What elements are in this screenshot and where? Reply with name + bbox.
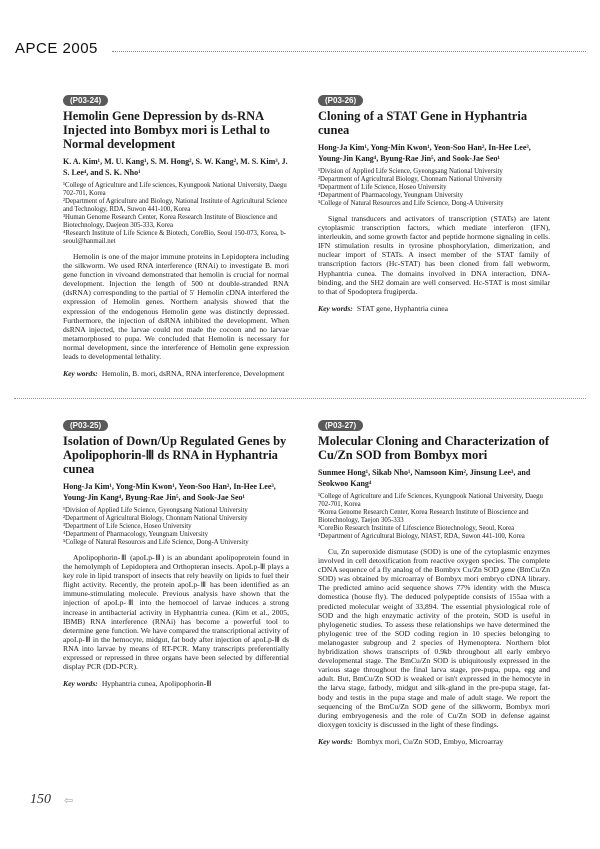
affiliation: ²Korea Genome Research Center, Korea Research Institute of Bioscience and Biotechnology, Taejon 305-333 — [318, 509, 529, 524]
affiliations — [318, 168, 550, 208]
abstract-code-badge: (P03-25) — [63, 420, 108, 431]
keywords — [318, 304, 550, 313]
affiliation: ¹College of Agriculture and Life Sciences, Kyungpook National University, Daegu 702-701, Korea — [318, 493, 543, 508]
affiliation: ³Department of Life Science, Hoseo University — [318, 184, 447, 191]
affiliation: ⁵College of Natural Resources and Life Science, Dong-A University — [318, 200, 504, 207]
header-title: APCE 2005 — [15, 40, 98, 57]
affiliations — [63, 507, 289, 547]
keywords-label: Key words: — [63, 679, 98, 689]
affiliation: ³CoreBio Research Institute of Lifescience Biotechnology, Seoul, Korea — [318, 525, 515, 532]
abstract-p03-27 — [318, 415, 550, 746]
affiliation: ⁵College of Natural Resources and Life Science, Dong-A University — [63, 539, 249, 546]
abstract-title: Cloning of a STAT Gene in Hyphantria cunea — [318, 109, 528, 137]
affiliation: ²Department of Agricultural Biology, Chonnam National University — [318, 176, 503, 183]
abstract-p03-25 — [63, 415, 289, 688]
affiliation: ²Department of Agricultural Biology, Chonnam National University — [63, 515, 248, 522]
affiliation: ⁴Department of Agricultural Biology, NIAST, RDA, Suwon 441-100, Korea — [318, 533, 525, 540]
abstract-authors: Hong-Ja Kim¹, Yong-Min Kwon¹, Yeon-Soo Han², In-Hee Lee³, Young-Jin Kang⁴, Byung-Rae Jin⁵, and Sook-Jae Seo¹ — [63, 482, 276, 502]
abstract-body: Cu, Zn superoxide dismutase (SOD) is one of the cytoplasmic enzymes involved in cell detoxification from reactive oxygen species. The complete cDNA sequence of a fly analog of the Bombyx Cu/Zn SOD gene (BmCu/Zn SOD) was obtained by microarray of Bombyx mori embryo cDNA library. The predicted amino acid sequence shows 77% identity with the Musca domestica (house fly). The deduced polypeptide consists of 155aa with a predicted molecular weight of 33,894. The essential physiological role of SOD and the high enzymatic activity of the protein, SOD is useful in phylogenetic studies. To assess these relationships we have determined the phylogenic tree of the SOD coding region in 10 species belonging to melanogaster subgroup and 2 species of Hymenoptera. Northern blot hybridization shows transcripts of 0.9kb throughout all early embryo developmental stage. The BmCu/Zn SOD is ubiquitously expressed in the various stage throughout the final larva stage, pre-pupa, pupa, egg and adult. But, BmCu/Zn SOD is weaked or isn't expressed in the hemocyte in the larva stage, fatbody, midgut and silk-gland in the pre-pupa stage, fat-body and testis in the pupa stage and male of adult stage. We report the sequencing of the BmCu/Zn SOD gene of the silkworm, Bombyx mori during embryogenesis and the role of Cu/Zn SOD in defense against dioxygen toxicity is discussed in the light of these findings. — [318, 547, 550, 729]
keywords — [318, 737, 550, 746]
keywords-text: STAT gene, Hyphantria cunea — [356, 303, 449, 313]
abstract-code-badge: (P03-26) — [318, 95, 363, 106]
abstract-code-badge: (P03-24) — [63, 95, 108, 106]
abstract-p03-26 — [318, 90, 550, 313]
keywords-text: Hyphantria cunea, Apolipophorin-Ⅲ — [101, 679, 212, 689]
abstract-body: Hemolin is one of the major immune proteins in Lepidoptera including the silkworm. We used RNA interference (RNAi) to investigate B. mori gene function in vivoand demonstrated that hemolin is crucial for normal development. Injection the length of 500 nt double-stranded RNA (dsRNA) corresponding to the partial of 5' Hemolin cDNA interfered the expression of Hemolin genes. Northern analysis showed that the expression of the endogenous Hemolin gene was distinctly depressed. Furthermore, the injection of dsRNA inhibited the development. When dsRNA injected, the larvae could not made the cocoon and no larvae metamorphosed to pupa. We concluded that Hemolin is necessary for normal development, since the interference of Hemolin gene expression leads to developmental lethality. — [63, 252, 289, 362]
header-rule — [112, 51, 586, 52]
affiliation: ¹College of Agriculture and Life sciences, Kyungpook National University, Daegu 702-701, Korea — [63, 182, 287, 197]
abstract-code-badge: (P03-27) — [318, 420, 363, 431]
affiliations — [318, 493, 550, 541]
abstract-title: Isolation of Down/Up Regulated Genes by Apolipophorin-Ⅲ ds RNA in Hyphantria cunea — [63, 434, 287, 476]
affiliation: ¹Division of Applied Life Science, Gyeongsang National University — [63, 507, 248, 514]
abstract-authors: Hong-Ja Kim¹, Yong-Min Kwon¹, Yeon-Soo Han², In-Hee Lee³, Young-Jin Kang⁴, Byung-Rae Jin⁵, and Sook-Jae Seo¹ — [318, 143, 531, 163]
abstract-body: Apolipophorin-Ⅲ (apoLp-Ⅲ) is an abundant apolipoprotein found in the hemolymph of Lepidoptera and Orthopteran insects. ApoLp-Ⅲ plays a key role in lipid transport of insects that rely heavily on lipids to fuel their flight activity. Recently, the protein apoLp-Ⅲ has been identified as an immune-stimulating molecule. Previous analysis have shown that the injection of apoLp-Ⅲ into the hemocoel of larvae induces a strong increase in antibacterial activity in Hyphantria cunea. (Kim et al., 2005, IBMB) RNA interference (RNAi) has become a powerful tool to determine gene function. We have compared the transcriptional activity of apoLp-Ⅲ in the hemocyte, midgut, fat body after injection of apoLp-Ⅲ ds RNA into larvae by means of RT-PCR. Many transcripts preferentially expressed or repressed in three organs have been selected by differential display PCR (DD-PCR). — [63, 553, 289, 672]
keywords-label: Key words: — [63, 369, 98, 379]
affiliation: ⁴Research Institute of Life Science & Biotech, CoreBio, Seoul 150-073, Korea, b-seoul@hanmail.net — [63, 230, 287, 245]
affiliation: ⁴Department of Pharmacology, Yeungnam University — [318, 192, 464, 199]
affiliations — [63, 182, 289, 246]
keywords-label: Key words: — [318, 736, 353, 746]
abstract-p03-24 — [63, 90, 289, 378]
section-divider — [14, 398, 586, 399]
keywords-text: Hemolin, B. mori, dsRNA, RNA interference, Development — [101, 369, 285, 379]
affiliation: ¹Division of Applied Life Science, Gyeongsang National University — [318, 168, 503, 175]
abstract-authors: K. A. Kim¹, M. U. Kang¹, S. M. Hong², S. W. Kang², M. S. Kim³, J. S. Lee⁴, and S. K. Nho¹ — [63, 157, 288, 177]
affiliation: ³Human Genome Research Center, Korea Research Institute of Bioscience and Biotechnology, Daejeon 305-333, Korea — [63, 214, 277, 229]
page-number: 150 — [30, 792, 51, 807]
affiliation: ³Department of Life Science, Hoseo University — [63, 523, 192, 530]
abstract-body: Signal transducers and activators of transcription (STATs) are latent cytoplasmic transcription factors, which mediate interferon (IFN), interleukin, and some growth factor and peptide hormone signaling in cells. IFN stimulation results in tyrosine phosphorylation, dimerization, and nuclear import of STATs. A insect member of the STAT family of transcription factors (Hc-STAT) has been cloned from fall webworm, Hyphantria cunea. The domains involved in DNA interaction, DNA-binding, and the SH2 domain are well conserved. Hc-STAT is most similar to that of Spodoptera frugiperda. — [318, 214, 550, 296]
abstract-title: Hemolin Gene Depression by ds-RNA Injected into Bombyx mori is Lethal to Normal development — [63, 109, 270, 151]
keywords-text: Bombyx mori, Cu/Zn SOD, Embyo, Microarray — [356, 736, 504, 746]
abstract-authors: Sunmee Hong¹, Sikab Nho¹, Namsoon Kim², Jinsung Lee³, and Seokwoo Kang⁴ — [318, 468, 531, 488]
keywords — [63, 369, 289, 378]
affiliation: ⁴Department of Pharmacology, Yeungnam University — [63, 531, 209, 538]
keywords — [63, 679, 289, 688]
back-arrow-icon: ⇦ — [64, 795, 74, 807]
keywords-label: Key words: — [318, 303, 353, 313]
affiliation: ²Department of Agriculture and Biology, National Institute of Agricultural Science and Technology, RDA, Suwon 441-100, Korea — [63, 198, 288, 213]
abstract-title: Molecular Cloning and Characterization of Cu/Zn SOD from Bombyx mori — [318, 434, 549, 462]
